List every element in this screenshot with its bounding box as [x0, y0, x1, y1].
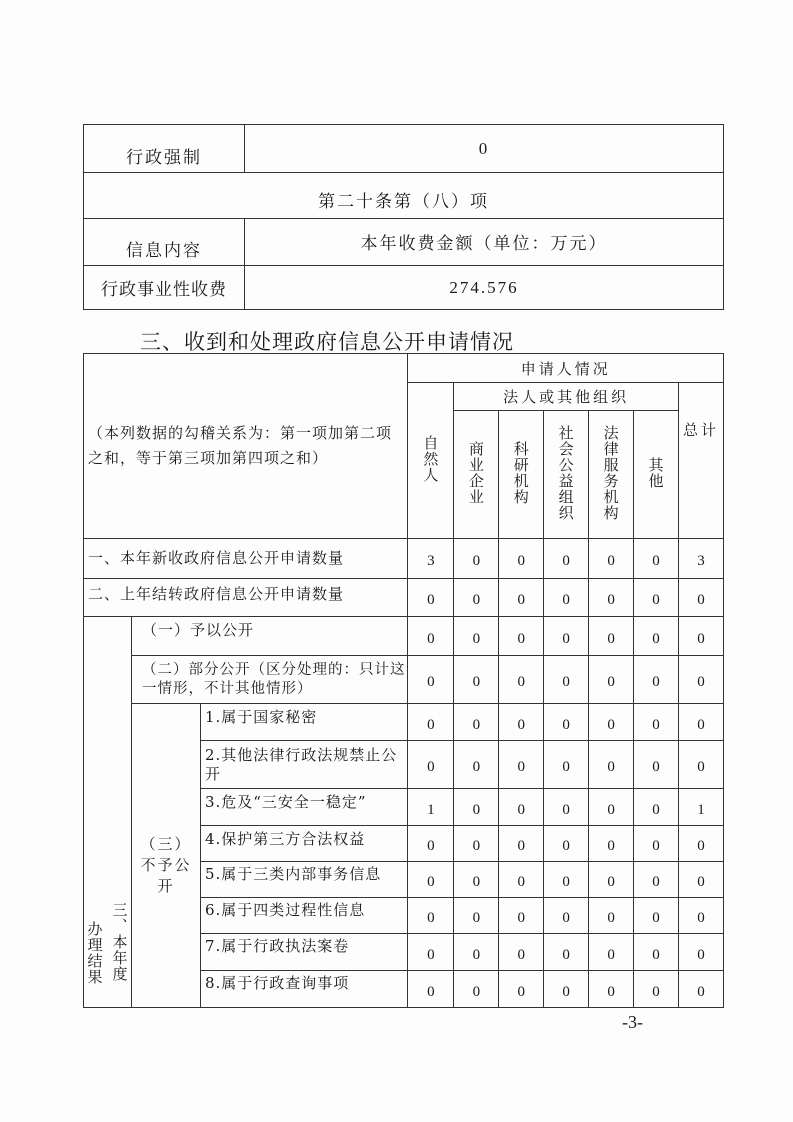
- enforcement-label: 行政强制: [84, 125, 245, 173]
- cell: 0: [634, 741, 679, 789]
- cell: 0: [678, 617, 723, 656]
- cell: 0: [454, 862, 499, 898]
- cell: 0: [678, 656, 723, 704]
- row-label: 3.危及“三安全一稳定”: [200, 789, 408, 826]
- cell: 0: [544, 704, 589, 741]
- row-label: 一、本年新收政府信息公开申请数量: [84, 539, 408, 579]
- col-business: 商业企业: [466, 440, 485, 505]
- fee-label: 行政事业性收费: [84, 266, 245, 310]
- cell: 0: [544, 971, 589, 1008]
- cell: 1: [408, 789, 454, 826]
- cell: 0: [408, 971, 454, 1008]
- cell: 0: [589, 656, 634, 704]
- table-row: [84, 539, 724, 579]
- fee-table: [83, 124, 724, 310]
- cell: 0: [589, 862, 634, 898]
- cell: 0: [544, 934, 589, 971]
- cell: 0: [544, 789, 589, 826]
- cell: 0: [454, 971, 499, 1008]
- row-label: 二、上年结转政府信息公开申请数量: [84, 579, 408, 617]
- cell: 0: [544, 826, 589, 862]
- cell: 0: [678, 971, 723, 1008]
- row-label: 8.属于行政查询事项: [200, 971, 408, 1008]
- cell: 0: [678, 862, 723, 898]
- table-row: [84, 579, 724, 617]
- cell: 0: [408, 862, 454, 898]
- cell: 0: [499, 826, 544, 862]
- section3-label: [84, 617, 132, 1008]
- cell: 0: [499, 617, 544, 656]
- cell: 0: [454, 539, 499, 579]
- cell: 0: [634, 934, 679, 971]
- cell: 0: [454, 898, 499, 934]
- section-heading: 三、收到和处理政府信息公开申请情况: [140, 330, 514, 354]
- cell: 0: [678, 898, 723, 934]
- cell: 0: [589, 789, 634, 826]
- cell: 0: [589, 934, 634, 971]
- info-label: 信息内容: [84, 219, 245, 266]
- cell: 0: [544, 656, 589, 704]
- cell: 0: [678, 704, 723, 741]
- row-label: 5.属于三类内部事务信息: [200, 862, 408, 898]
- cell: 0: [678, 934, 723, 971]
- cell: 0: [678, 579, 723, 617]
- cell: 0: [634, 617, 679, 656]
- col-total: 总计: [678, 383, 723, 539]
- cell: 0: [678, 741, 723, 789]
- cell: 0: [499, 789, 544, 826]
- cell: 0: [634, 704, 679, 741]
- row-label: 1.属于国家秘密: [200, 704, 408, 741]
- applicant-header: 申请人情况: [408, 354, 724, 383]
- reconciliation-note: （本列数据的勾稽关系为：第一项加第二项之和，等于第三项加第四项之和）: [84, 354, 408, 539]
- table-row: [84, 704, 724, 741]
- col-natural: 自然人: [421, 434, 440, 483]
- cell: 0: [634, 539, 679, 579]
- cell: 0: [678, 826, 723, 862]
- cell: 0: [454, 656, 499, 704]
- cell: 0: [499, 971, 544, 1008]
- cell: 0: [589, 704, 634, 741]
- cell: 0: [499, 656, 544, 704]
- cell: 0: [544, 617, 589, 656]
- cell: 0: [589, 971, 634, 1008]
- cell: 0: [634, 789, 679, 826]
- row-label: 4.保护第三方合法权益: [200, 826, 408, 862]
- cell: 0: [408, 579, 454, 617]
- cell: 0: [499, 539, 544, 579]
- row-label: 2.其他法律行政法规禁止公开: [200, 741, 408, 789]
- cell: 0: [589, 898, 634, 934]
- cell: 0: [454, 704, 499, 741]
- cell: 0: [634, 826, 679, 862]
- cell: 0: [544, 898, 589, 934]
- row-label: 7.属于行政执法案卷: [200, 934, 408, 971]
- cell: 0: [454, 934, 499, 971]
- cell: 0: [499, 898, 544, 934]
- cell: 0: [544, 539, 589, 579]
- cell: 0: [408, 741, 454, 789]
- cell: 0: [634, 971, 679, 1008]
- cell: 1: [678, 789, 723, 826]
- cell: 0: [544, 741, 589, 789]
- cell: 0: [589, 579, 634, 617]
- cell: 0: [454, 826, 499, 862]
- cell: 0: [634, 579, 679, 617]
- not-open-label: [131, 704, 200, 1008]
- cell: 0: [634, 656, 679, 704]
- applications-table: [83, 353, 724, 1008]
- cell: 0: [454, 617, 499, 656]
- article-heading: 第二十条第（八）项: [84, 173, 724, 219]
- cell: 0: [589, 741, 634, 789]
- cell: 0: [499, 862, 544, 898]
- cell: 0: [454, 789, 499, 826]
- cell: 3: [408, 539, 454, 579]
- section3-label-a: 三、本年度: [110, 902, 129, 982]
- cell: 0: [408, 617, 454, 656]
- cell: 0: [408, 826, 454, 862]
- col-other: 其他: [646, 456, 665, 489]
- cell: 0: [544, 862, 589, 898]
- cell: 0: [408, 656, 454, 704]
- fee-value: 274.576: [245, 266, 724, 310]
- cell: 0: [408, 704, 454, 741]
- table-row: [84, 617, 724, 656]
- cell: 0: [408, 934, 454, 971]
- cell: 0: [499, 741, 544, 789]
- page-number: -3-: [622, 1012, 643, 1032]
- col-social: 社会公益组织: [556, 424, 575, 521]
- cell: 0: [634, 898, 679, 934]
- cell: 0: [634, 862, 679, 898]
- enforcement-value: 0: [245, 125, 724, 173]
- cell: 0: [499, 934, 544, 971]
- col-research: 科研机构: [511, 440, 530, 505]
- row-label: 6.属于四类过程性信息: [200, 898, 408, 934]
- cell: 0: [589, 617, 634, 656]
- not-open-text: （三）不予公开: [140, 835, 192, 895]
- cell: 3: [678, 539, 723, 579]
- cell: 0: [544, 579, 589, 617]
- cell: 0: [589, 539, 634, 579]
- cell: 0: [454, 741, 499, 789]
- table-row: [84, 656, 724, 704]
- cell: 0: [499, 704, 544, 741]
- legal-header: 法人或其他组织: [454, 383, 679, 411]
- cell: 0: [454, 579, 499, 617]
- info-value-header: 本年收费金额（单位：万元）: [245, 219, 724, 266]
- row-label: （一）予以公开: [131, 617, 407, 656]
- section3-label-b: 办理结果: [85, 921, 104, 985]
- col-legal-service: 法律服务机构: [601, 424, 620, 521]
- cell: 0: [499, 579, 544, 617]
- row-label: （二）部分公开（区分处理的：只计这一情形，不计其他情形）: [131, 656, 407, 704]
- cell: 0: [589, 826, 634, 862]
- cell: 0: [408, 898, 454, 934]
